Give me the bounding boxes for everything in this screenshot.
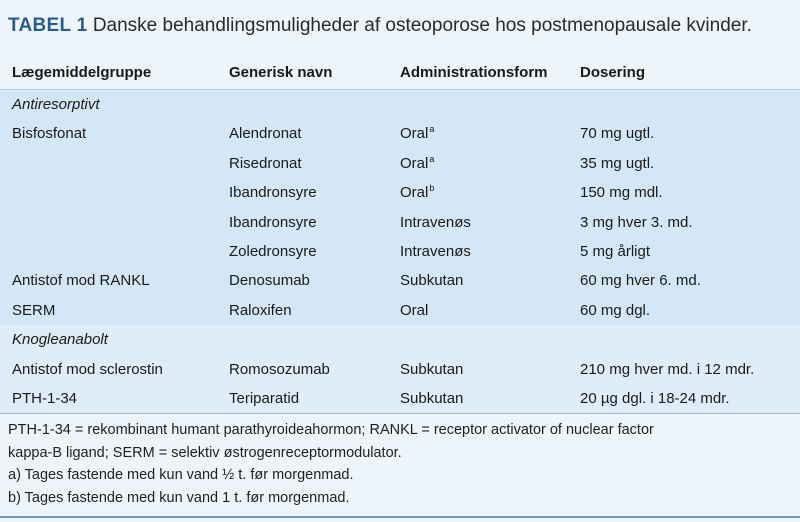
table-title <box>8 14 752 38</box>
table-row <box>0 355 800 384</box>
footnote-abbrev-line2: kappa-B ligand; SERM = selektiv østrogenreceptormodulator. <box>8 444 402 461</box>
cell-group: PTH-1-34 <box>12 389 78 407</box>
footnote-a: a) Tages fastende med kun vand ½ t. før morgenmad. <box>8 467 354 483</box>
admin-text: Intravenøs <box>400 242 471 260</box>
table-caption: Danske behandlingsmuligheder af osteoporose hos postmenopausale kvinder. <box>92 15 752 36</box>
cell-admin <box>400 149 434 180</box>
cell-admin <box>400 266 463 296</box>
bottom-divider <box>0 516 800 518</box>
cell-generic-name: Risedronat <box>229 154 302 172</box>
cell-generic-name: Zoledronsyre <box>229 242 317 260</box>
cell-admin <box>400 296 428 326</box>
cell-admin <box>400 178 434 209</box>
footnote-marker: a <box>429 124 435 135</box>
cell-admin <box>400 237 471 267</box>
footnote-abbrev-line1: PTH-1-34 = rekombinant humant parathyroideahormon; RANKL = receptor activator of nuclear factor <box>8 422 654 438</box>
data-table <box>0 57 800 414</box>
header-cell-admin: Administrationsform <box>400 64 548 81</box>
cell-group: Bisfosfonat <box>12 125 87 143</box>
footnote-b: b) Tages fastende med kun vand 1 t. før morgenmad. <box>8 489 350 506</box>
cell-generic-name: Ibandronsyre <box>229 213 317 231</box>
admin-text: Oral <box>400 125 429 143</box>
cell-dose: 60 mg hver 6. md. <box>580 272 701 290</box>
section-label: Antiresorptivt <box>12 96 100 113</box>
table-header-row <box>0 57 800 90</box>
table-row <box>0 296 800 325</box>
cell-dose: 3 mg hver 3. md. <box>580 213 693 231</box>
cell-admin <box>400 355 463 385</box>
admin-text: Subkutan <box>400 272 464 290</box>
header-cell-group: Lægemiddelgruppe <box>12 64 152 81</box>
section-row <box>0 90 800 119</box>
cell-generic-name: Alendronat <box>229 125 302 143</box>
admin-text: Oral <box>400 184 429 202</box>
table-row <box>0 237 800 266</box>
cell-admin <box>400 208 471 238</box>
cell-group: Antistof mod sclerostin <box>12 360 163 378</box>
header-cell-dose: Dosering <box>580 64 646 81</box>
cell-admin <box>400 384 463 414</box>
cell-generic-name: Romosozumab <box>229 360 330 378</box>
cell-dose: 5 mg årligt <box>580 242 651 260</box>
table-row <box>0 178 800 207</box>
table-row <box>0 266 800 295</box>
cell-dose: 60 mg dgl. <box>580 301 651 319</box>
cell-group: Antistof mod RANKL <box>12 272 150 290</box>
table-tag: TABEL 1 <box>8 15 88 36</box>
admin-text: Oral <box>400 301 429 319</box>
table-row <box>0 208 800 237</box>
admin-text: Subkutan <box>400 360 464 378</box>
section-label: Knogleanabolt <box>12 331 108 349</box>
table-row <box>0 149 800 178</box>
cell-dose: 210 mg hver md. i 12 mdr. <box>580 360 755 378</box>
cell-generic-name: Raloxifen <box>229 301 292 319</box>
cell-generic-name: Teriparatid <box>229 389 300 407</box>
cell-dose: 70 mg ugtl. <box>580 125 655 143</box>
admin-text: Intravenøs <box>400 213 471 231</box>
footnote-marker: b <box>429 183 435 194</box>
cell-dose: 150 mg mdl. <box>580 184 663 202</box>
table-footnotes <box>8 419 788 509</box>
admin-text: Oral <box>400 154 429 172</box>
cell-generic-name: Ibandronsyre <box>229 184 317 202</box>
table-body <box>0 90 800 413</box>
cell-dose: 20 µg dgl. i 18-24 mdr. <box>580 389 730 407</box>
table-row <box>0 384 800 413</box>
cell-dose: 35 mg ugtl. <box>580 154 655 172</box>
cell-generic-name: Denosumab <box>229 272 310 290</box>
cell-admin <box>400 119 434 150</box>
cell-group: SERM <box>12 301 56 319</box>
header-cell-name: Generisk navn <box>229 64 333 81</box>
admin-text: Subkutan <box>400 389 464 407</box>
footnote-marker: a <box>429 153 435 164</box>
table-row <box>0 119 800 148</box>
section-row <box>0 325 800 354</box>
